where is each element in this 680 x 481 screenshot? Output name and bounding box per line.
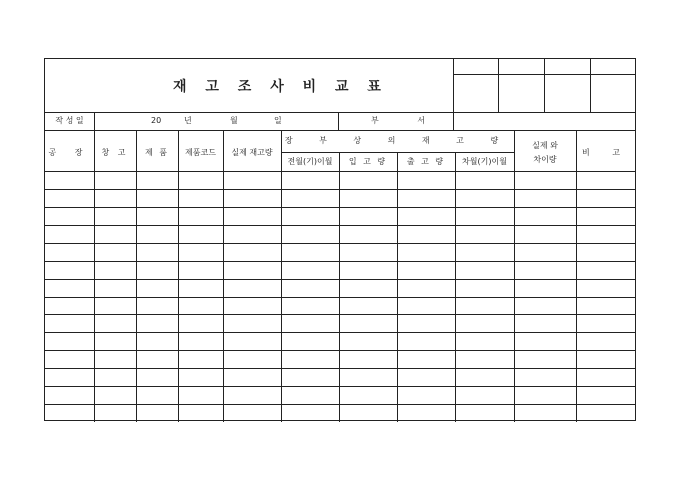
- row-divider: [45, 207, 636, 208]
- table-row[interactable]: [45, 171, 636, 189]
- table-row[interactable]: [45, 386, 636, 404]
- table-row[interactable]: [45, 314, 636, 332]
- date-label: 작 성 일: [55, 116, 84, 125]
- table-row[interactable]: [45, 404, 636, 422]
- row-divider: [45, 225, 636, 226]
- year-label: 년: [184, 116, 192, 125]
- table-row[interactable]: [45, 243, 636, 261]
- header-prev-carryover: 전월(기)이월: [287, 157, 333, 166]
- header-difference-line1: 실제 와: [532, 141, 558, 150]
- row-divider: [45, 386, 636, 387]
- row-divider: [45, 404, 636, 405]
- row-divider: [45, 189, 636, 190]
- row-divider: [45, 332, 636, 333]
- header-next-carryover: 차월(기)이월: [462, 157, 507, 166]
- header-warehouse: 창 고: [101, 148, 129, 157]
- header-factory: 공 장: [48, 148, 91, 157]
- row-divider: [45, 350, 636, 351]
- table-row[interactable]: [45, 368, 636, 386]
- dept-label: 부 서: [371, 116, 443, 125]
- header-issues: 출 고 량: [406, 157, 446, 166]
- table-row[interactable]: [45, 207, 636, 225]
- dept-field[interactable]: [454, 113, 636, 130]
- row-divider: [45, 314, 636, 315]
- date-field[interactable]: [95, 113, 338, 130]
- row-divider: [45, 297, 636, 298]
- header-receipts: 입 고 량: [348, 157, 388, 166]
- day-label: 일: [274, 116, 282, 125]
- header-remarks: 비 고: [582, 148, 630, 157]
- month-label: 월: [230, 116, 238, 125]
- approval-box-1[interactable]: [454, 75, 498, 112]
- approval-box-3[interactable]: [545, 75, 590, 112]
- table-row[interactable]: [45, 261, 636, 279]
- header-product-code: 제품코드: [185, 148, 216, 157]
- table-row[interactable]: [45, 297, 636, 315]
- header-product: 제 품: [145, 148, 169, 157]
- table-row[interactable]: [45, 350, 636, 368]
- form-title: 재 고 조 사 비 교 표: [173, 79, 388, 95]
- row-divider: [45, 243, 636, 244]
- row-divider: [45, 279, 636, 280]
- header-difference-line2: 차이량: [533, 155, 557, 164]
- approval-box-4[interactable]: [591, 75, 636, 112]
- approval-box-2[interactable]: [499, 75, 544, 112]
- inventory-comparison-form: [44, 58, 636, 421]
- row-divider: [45, 368, 636, 369]
- table-row[interactable]: [45, 279, 636, 297]
- header-actual-stock: 실제 재고량: [231, 148, 273, 157]
- table-row[interactable]: [45, 189, 636, 207]
- year-prefix: 20: [151, 116, 162, 125]
- header-book-stock: 장 부 상 의 재 고 량: [284, 136, 511, 145]
- row-divider: [45, 261, 636, 262]
- table-row[interactable]: [45, 332, 636, 350]
- table-row[interactable]: [45, 225, 636, 243]
